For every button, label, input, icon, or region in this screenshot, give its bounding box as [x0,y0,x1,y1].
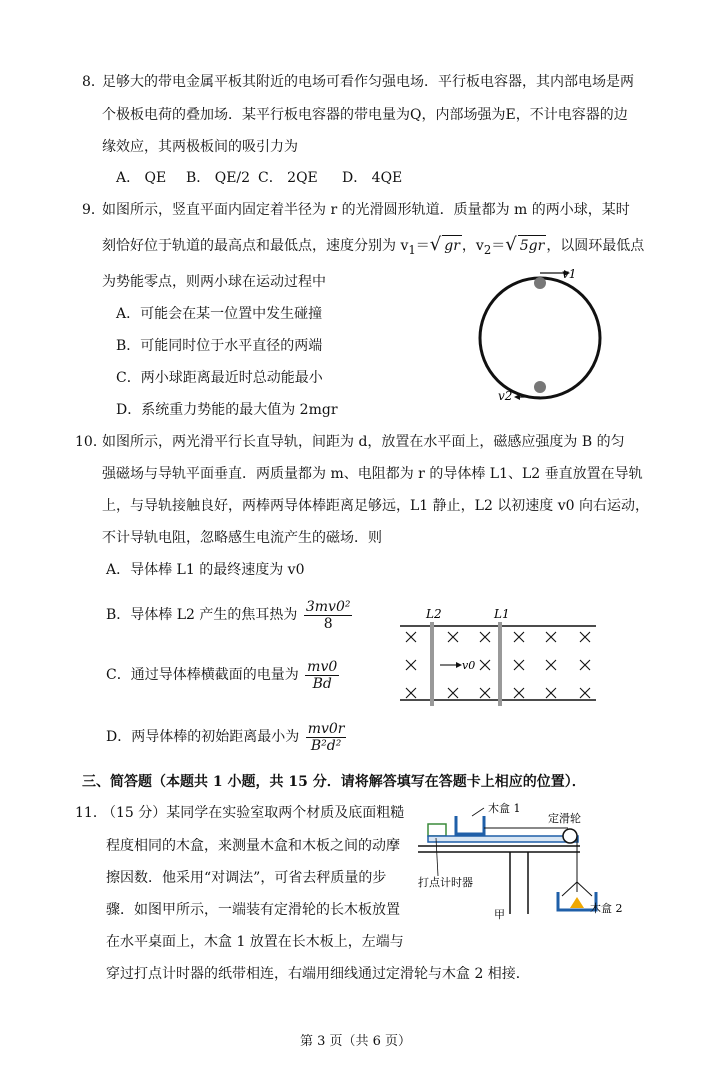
pulley-label: 定滑轮 [548,812,581,825]
q8-line2: 个极板电荷的叠加场．某平行板电容器的带电量为Q，内部场强为E，不计电容器的边 [102,107,628,123]
long-board [428,836,578,842]
q9-option-c: C．两小球距离最近时总动能最小 [116,370,323,386]
hanger-left [562,882,577,896]
q9-line2-sqrt2: 5gr [518,235,547,256]
q8-option-c: C． 2QE [258,170,318,186]
jia-label: 甲 [494,908,505,921]
circular-track [480,278,600,398]
q10-rails-figure [396,604,606,708]
q9-line3: 为势能零点，则两小球在运动过程中 [102,274,326,290]
q10-option-c [106,656,339,694]
q9-line2-part-g: ，以圆环最低点 [546,238,645,254]
q11-line5: 在水平桌面上，木盒 1 放置在长木板上，左端与 [106,934,404,950]
pulley [563,829,577,843]
q10-option-c-fraction [305,659,339,692]
q8-number: 8． [82,74,105,90]
q9-number: 9． [82,202,105,218]
q11-number: 11． [75,805,107,821]
wooden-box-1 [456,816,484,834]
q10-option-b [106,596,352,634]
rod-l1 [498,622,502,706]
q9-circle-figure [470,262,610,412]
q10-line2: 强磁场与导轨平面垂直．两质量都为 m、电阻都为 r 的导体棒 L1、L2 垂直放置在导轨 [102,466,643,482]
q10-option-d-fraction [306,721,347,754]
q8-line3: 缘效应，其两极板间的吸引力为 [102,139,298,155]
l1-label: L1 [494,607,510,621]
q9-line2-eq2: ＝ [491,238,506,254]
q10-option-d-text: D．两导体棒的初始距离最小为 [106,729,300,745]
q9-line2: 刻恰好位于轨道的最高点和最低点，速度分别为 $v_1=√$ gr ，$v_2=√$ 5gr ，以圆环最低点 [102,234,645,257]
q9-line2-eq1: ＝ [415,238,430,254]
q11-line6: 穿过打点计时器的纸带相连，右端用细线通过定滑轮与木盒 2 相接． [106,966,530,982]
q10-option-d [106,718,346,756]
q10-option-b-numerator: 3mv0² [305,598,351,615]
q10-option-b-fraction [304,599,353,632]
box1-leader [472,808,484,816]
q9-option-a: A．可能会在某一位置中发生碰撞 [116,306,323,322]
q10-option-c-text: C．通过导体棒横截面的电量为 [106,667,299,683]
q11-setup-figure [418,800,623,928]
timer-label: 打点计时器 [418,876,473,889]
q11-line1: （15 分）某同学在实验室取两个材质及底面粗糙 [102,805,405,821]
q9-option-d: D．系统重力势能的最大值为 2mgr [116,402,338,418]
weight-in-box-2 [570,897,584,908]
q10-option-d-numerator: mv0r [307,720,345,737]
q8-option-b: B． QE/2 [186,170,251,186]
q9-option-b: B．可能同时位于水平直径的两端 [116,338,323,354]
v2-label: v2 [498,389,513,403]
box1-label: 木盒 1 [488,802,521,815]
q11-line4: 骤．如图甲所示，一端装有定滑轮的长木板放置 [106,902,400,918]
q8-option-a: A． QE [116,170,167,186]
q8-line1: 足够大的带电金属平板其附近的电场可看作匀强电场．平行板电容器，其内部电场是两 [102,74,634,90]
q10-line4: 不计导轨电阻，忽略感生电流产生的磁场．则 [102,530,382,546]
q10-option-c-denominator: Bd [312,675,332,692]
q10-line3: 上，与导轨接触良好，两棒两导体棒距离足够远，L1 静止，L2 以初速度 v0 向右运动， [102,498,650,514]
section-3-header: 三、简答题（本题共 1 小题，共 15 分．请将解答填写在答题卡上相应的位置）． [82,774,586,790]
hanger-right [577,882,592,896]
box2-label: 木盒 2 [590,902,623,915]
rod-l2 [430,622,434,706]
dot-timer [428,824,446,836]
bottom-ball [534,381,546,393]
v1-label: v1 [562,267,577,281]
q10-option-d-denominator: B²d² [310,737,342,754]
q10-option-b-text: B．导体棒 L2 产生的焦耳热为 [106,607,298,623]
q10-option-c-numerator: mv0 [307,658,338,675]
q8-option-d: D． 4QE [342,170,403,186]
q10-line1: 如图所示，两光滑平行长直导轨，间距为 d，放置在水平面上，磁感应强度为 B 的匀 [102,434,625,450]
q11-line3: 擦因数．他采用“对调法”，可省去秤质量的步 [106,870,387,886]
q10-option-a: A．导体棒 L1 的最终速度为 v0 [106,562,305,578]
q9-line1: 如图所示，竖直平面内固定着半径为 r 的光滑圆形轨道．质量都为 m 的两小球，某时 [102,202,630,218]
timer-leader [436,838,438,876]
q9-line2-sqrt1: gr [442,235,462,256]
l2-label: L2 [426,607,442,621]
page-footer: 第 3 页（共 6 页） [299,1034,412,1049]
top-ball [534,277,546,289]
q11-line2: 程度相同的木盒，来测量木盒和木板之间的动摩 [106,838,400,854]
v0-label: v0 [462,659,476,672]
q9-line2-part-d: ，v [461,238,484,254]
q9-line2-part-a: 刻恰好位于轨道的最高点和最低点，速度分别为 v [102,238,409,254]
q10-number: 10． [75,434,107,450]
q10-option-b-denominator: 8 [323,615,333,632]
